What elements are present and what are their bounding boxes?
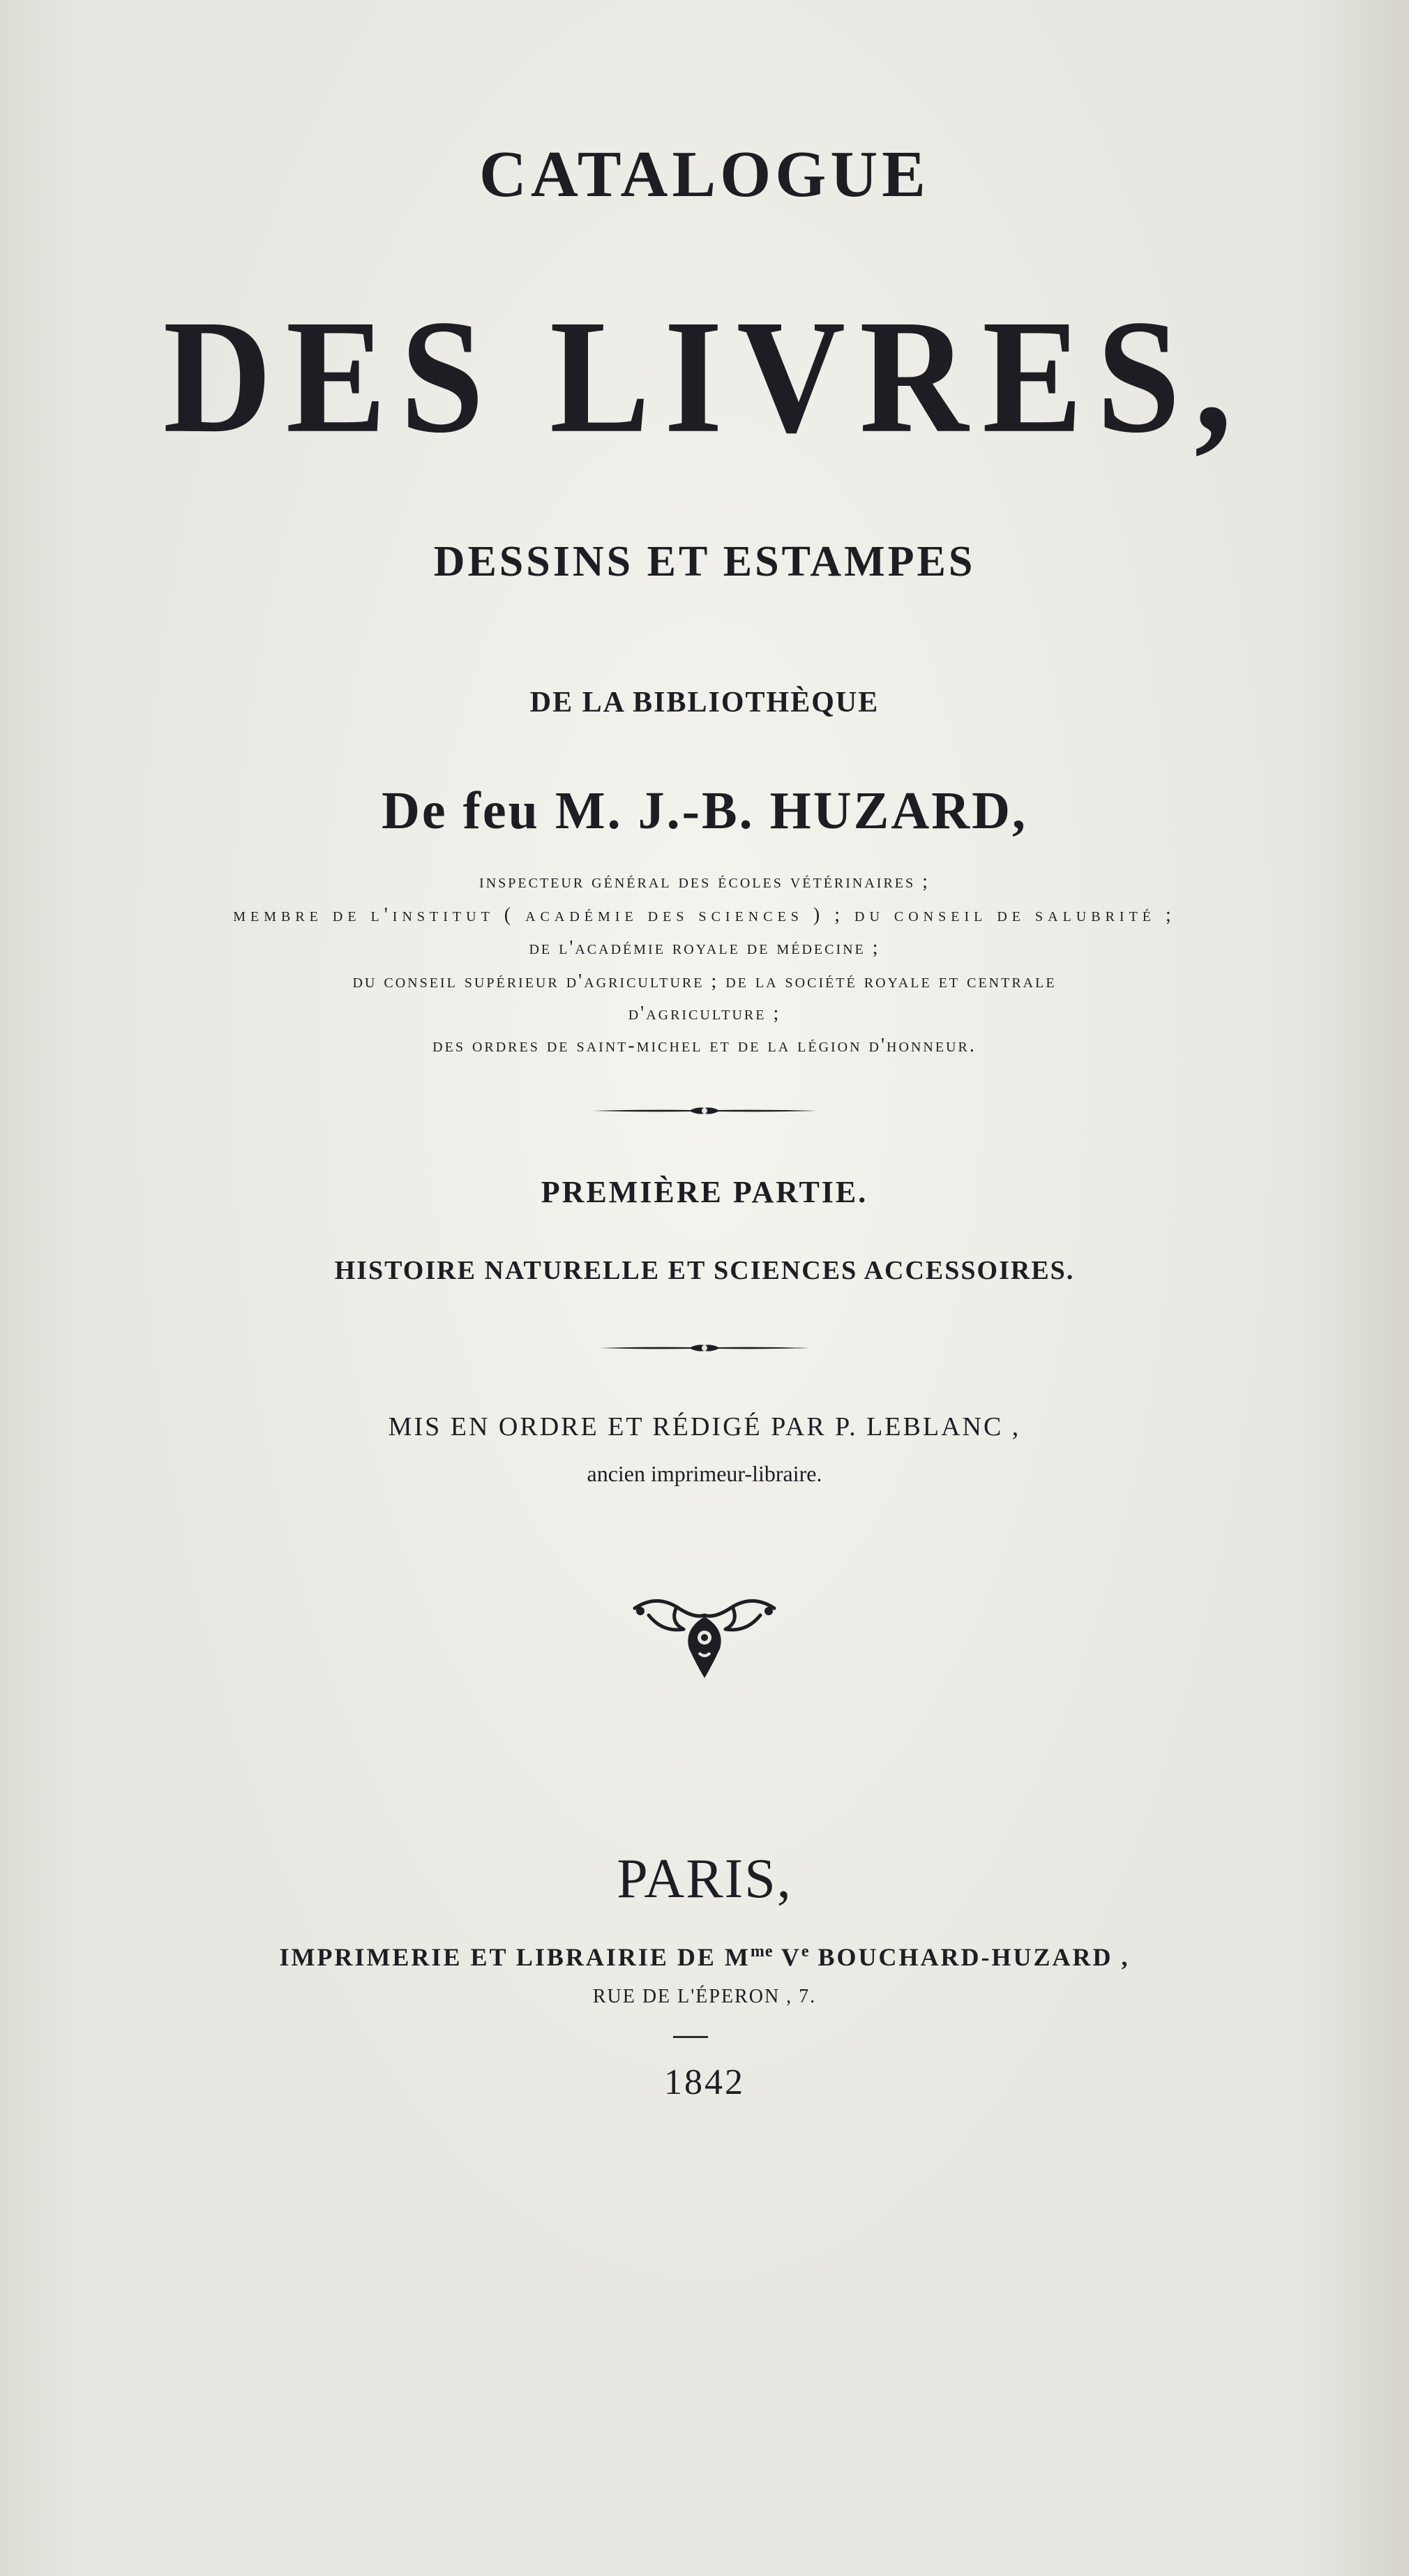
title-bibliotheque: DE LA BIBLIOTHÈQUE — [529, 687, 880, 719]
credential-line: de l'académie royale de médecine ; — [529, 937, 880, 959]
title-catalogue: CATALOGUE — [479, 138, 930, 211]
editor-title: ancien imprimeur-libraire. — [587, 1461, 822, 1486]
credential-line: d'agriculture ; — [628, 1003, 781, 1024]
vignette-ornament-icon — [0, 1594, 1409, 1685]
credential-line: membre de l'institut ( académie des sciences ) ; du conseil de salubrité ; — [233, 904, 1176, 926]
divider — [673, 2036, 708, 2038]
editor-line: MIS EN ORDRE ET RÉDIGÉ PAR P. LEBLANC , — [388, 1412, 1021, 1441]
credential-line: des ordres de saint-michel et de la légion d'honneur. — [432, 1035, 977, 1056]
title-owner: De feu M. J.-B. HUZARD, — [381, 781, 1027, 840]
ornamental-rule — [0, 1104, 1409, 1118]
part-heading: PREMIÈRE PARTIE. — [541, 1175, 868, 1209]
ornamental-rule — [0, 1341, 1409, 1355]
credential-line: inspecteur général des écoles vétérinaires ; — [479, 871, 930, 892]
imprint-address: RUE DE L'ÉPERON , 7. — [592, 1986, 817, 2007]
imprint-year: 1842 — [664, 2062, 745, 2102]
part-subject: HISTOIRE NATURELLE ET SCIENCES ACCESSOIRES. — [334, 1256, 1075, 1285]
title-dessins-estampes: DESSINS ET ESTAMPES — [433, 538, 976, 585]
imprint-printer: IMPRIMERIE ET LIBRAIRIE DE $M^{me}$ Ve BOUCHARD-HUZARD , — [279, 1942, 1130, 1971]
credential-line: du conseil supérieur d'agriculture ; de la société royale et centrale — [352, 971, 1057, 992]
title-des-livres: DES LIVRES, — [163, 286, 1246, 467]
imprint-city: PARIS, — [617, 1848, 792, 1910]
